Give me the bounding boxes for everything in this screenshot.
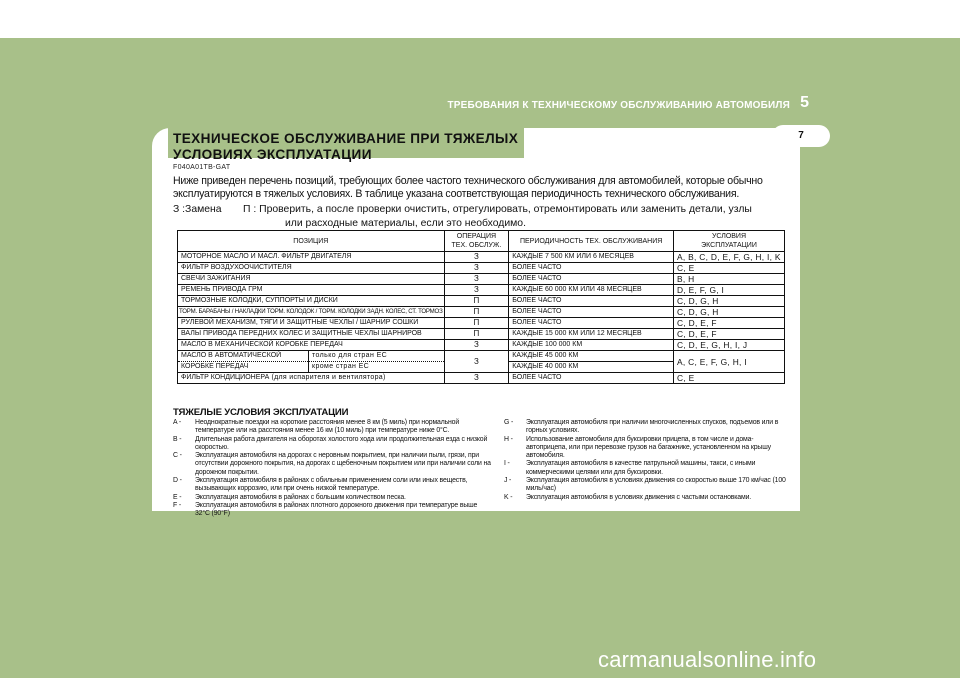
cell-position: ТОРМОЗНЫЕ КОЛОДКИ, СУППОРТЫ И ДИСКИ xyxy=(178,296,445,307)
chapter-title: ТРЕБОВАНИЯ К ТЕХНИЧЕСКОМУ ОБСЛУЖИВАНИЮ АВТОМОБИЛЯ xyxy=(447,100,790,111)
cell-operation: З xyxy=(444,285,509,296)
cell-position: МОТОРНОЕ МАСЛО И МАСЛ. ФИЛЬТР ДВИГАТЕЛЯ xyxy=(178,252,445,263)
page-title-line2: УСЛОВИЯХ ЭКСПЛУАТАЦИИ xyxy=(173,147,372,162)
cell-operation: З xyxy=(444,340,509,351)
header-position: ПОЗИЦИЯ xyxy=(178,231,445,252)
at-position-line1: МАСЛО В АВТОМАТИЧЕСКОЙ xyxy=(178,351,309,362)
list-item-text: Неоднократные поездки на короткие расстояния менее 8 км (5 миль) при нормальной температуре или на расстояния менее 16 км (10 миль) при температуре ниже 0°С. xyxy=(195,419,460,435)
cell-conditions: C, D, G, H xyxy=(674,307,785,318)
table-header-row xyxy=(178,231,785,252)
cell-operation: З xyxy=(444,373,509,384)
cell-interval: КАЖДЫЕ 40 000 КМ xyxy=(509,362,674,373)
cell-conditions: C, E xyxy=(674,263,785,274)
list-item xyxy=(173,502,491,519)
at-position-line2: КОРОБКЕ ПЕРЕДАЧ xyxy=(178,362,309,373)
table-row xyxy=(178,329,785,340)
header-operation-line1: ОПЕРАЦИЯ xyxy=(456,233,497,240)
cell-conditions: C, D, G, H xyxy=(674,296,785,307)
page-title xyxy=(173,131,533,163)
cell-conditions: C, D, E, G, H, I, J xyxy=(674,340,785,351)
list-item-text: Эксплуатация автомобиля в качестве патрульной машины, такси, с иными коммерческими целями или для буксировки. xyxy=(526,460,756,476)
cell-position-note: (для испарителя и вентилятора) xyxy=(269,374,386,381)
document-code: F040A01TB-GAT xyxy=(173,164,231,171)
list-item-text: Длительная работа двигателя на оборотах холостого хода или продолжительная езда с низкой скоростью. xyxy=(195,435,488,451)
list-item xyxy=(504,460,789,477)
header-conditions xyxy=(674,231,785,252)
cell-position: СВЕЧИ ЗАЖИГАНИЯ xyxy=(178,274,445,285)
list-item xyxy=(504,494,789,502)
list-item-text: Использование автомобиля для буксировки прицепа, в том числе и дома-автоприцепа, или при перевозке грузов на багажнике, установленном на крышу автомобиля. xyxy=(526,435,771,460)
cell-position: ТОРМ. БАРАБАНЫ / НАКЛАДКИ ТОРМ. КОЛОДОК / ТОРМ. КОЛОДКИ ЗАДН. КОЛЕС, СТ. ТОРМОЗ xyxy=(178,307,445,318)
cell-position: РЕМЕНЬ ПРИВОДА ГРМ xyxy=(178,285,445,296)
cell-position: ВАЛЫ ПРИВОДА ПЕРЕДНИХ КОЛЕС И ЗАЩИТНЫЕ ЧЕХЛЫ ШАРНИРОВ xyxy=(178,329,445,340)
cell-operation: П xyxy=(444,296,509,307)
list-item-key: D - xyxy=(173,477,182,485)
cell-interval: БОЛЕЕ ЧАСТО xyxy=(509,263,674,274)
cell-operation: З xyxy=(444,351,509,373)
cell-operation: П xyxy=(444,329,509,340)
table-row xyxy=(178,318,785,329)
header-conditions-line2: ЭКСПЛУАТАЦИИ xyxy=(701,242,757,249)
page-number: 7 xyxy=(772,125,830,147)
conditions-list-right xyxy=(504,419,789,502)
watermark-link[interactable]: carmanualsonline.info xyxy=(598,647,817,672)
cell-interval: БОЛЕЕ ЧАСТО xyxy=(509,307,674,318)
cell-position: МАСЛО В МЕХАНИЧЕСКОЙ КОРОБКЕ ПЕРЕДАЧ xyxy=(178,340,445,351)
cell-conditions: D, E, F, G, I xyxy=(674,285,785,296)
table-row xyxy=(178,373,785,384)
table-row xyxy=(178,340,785,351)
list-item-text: Эксплуатация автомобиля на дорогах с неровным покрытием, при наличии пыли, грязи, при отсутствии дорожного покрытия, на дорогах с щебеночным покрытием или при наличии соли на дорожном покрытии. xyxy=(195,452,491,476)
list-item xyxy=(173,419,491,436)
list-item xyxy=(173,477,491,494)
cell-interval: КАЖДЫЕ 15 000 КМ ИЛИ 12 МЕСЯЦЕВ xyxy=(509,329,674,340)
legend-inspect: П : Проверить, а после проверки очистить, отрегулировать, отремонтировать или заменить детали, узлы xyxy=(243,204,752,215)
list-item-text: Эксплуатация автомобиля при наличии многочисленных спусков, подъемов или в горных условиях. xyxy=(526,419,779,435)
list-item-text: Эксплуатация автомобиля в районах плотного дорожного движения при температуре выше 32°С (90°F) xyxy=(195,501,478,518)
legend-line-1 xyxy=(173,204,752,215)
table-row xyxy=(178,263,785,274)
legend-line-2: или расходные материалы, если это необходимо. xyxy=(285,218,526,229)
cell-position-at xyxy=(178,351,445,373)
header-operation-line2: ТЕХ. ОБСЛУЖ. xyxy=(451,242,502,249)
list-item-text: Эксплуатация автомобиля в условиях движения с частыми остановками. xyxy=(526,493,752,501)
list-item-key: F - xyxy=(173,501,181,509)
list-item-key: C - xyxy=(173,452,182,460)
cell-interval: КАЖДЫЕ 100 000 КМ xyxy=(509,340,674,351)
conditions-list-left xyxy=(173,419,491,519)
list-item-text: Эксплуатация автомобиля в районах с большим количеством песка. xyxy=(195,493,406,501)
list-item-key: B - xyxy=(173,435,182,443)
cell-interval: БОЛЕЕ ЧАСТО xyxy=(509,274,674,285)
list-item-key: H - xyxy=(504,435,513,443)
list-item-text: Эксплуатация автомобиля в районах с обильным применением соли или иных веществ, вызывающих коррозию, или при очень низкой температуре. xyxy=(195,477,468,493)
table-row-at xyxy=(178,351,785,362)
header-conditions-line1: УСЛОВИЯ xyxy=(711,233,747,240)
cell-conditions: C, D, E, F xyxy=(674,318,785,329)
table-row xyxy=(178,296,785,307)
list-item xyxy=(504,436,789,461)
cell-interval: БОЛЕЕ ЧАСТО xyxy=(509,318,674,329)
list-item-key: K - xyxy=(504,493,513,501)
header-interval: ПЕРИОДИЧНОСТЬ ТЕХ. ОБСЛУЖИВАНИЯ xyxy=(509,231,674,252)
cell-conditions: C, D, E, F xyxy=(674,329,785,340)
table-row xyxy=(178,274,785,285)
cell-operation: З xyxy=(444,252,509,263)
intro-text: Ниже приведен перечень позиций, требующих более частого технического обслуживания для автомобилей, которые обычно эксплуатируются в тяжелых условиях. В таблице указана соответствующая периодичность технического обслуживания. xyxy=(173,175,763,200)
cell-position: ФИЛЬТР ВОЗДУХООЧИСТИТЕЛЯ xyxy=(178,263,445,274)
cell-position-main: ФИЛЬТР КОНДИЦИОНЕРА xyxy=(181,374,270,381)
cell-operation: З xyxy=(444,263,509,274)
list-item-key: E - xyxy=(173,493,182,501)
list-item-key: G - xyxy=(504,419,514,426)
table-row xyxy=(178,285,785,296)
list-item xyxy=(173,494,491,502)
list-item xyxy=(504,419,789,436)
list-item xyxy=(173,436,491,453)
at-sub-eu: только для стран ЕС xyxy=(309,351,444,362)
header-operation xyxy=(444,231,509,252)
chapter-number: 5 xyxy=(800,94,809,111)
list-item xyxy=(504,477,789,494)
cell-conditions: A, C, E, F, G, H, I xyxy=(674,351,785,373)
cell-interval: БОЛЕЕ ЧАСТО xyxy=(509,296,674,307)
table-row xyxy=(178,307,785,318)
table-row xyxy=(178,252,785,263)
list-item-key: A - xyxy=(173,419,181,426)
cell-conditions: C, E xyxy=(674,373,785,384)
legend-replace: З :Замена xyxy=(173,204,222,215)
page-title-line1: ТЕХНИЧЕСКОЕ ОБСЛУЖИВАНИЕ ПРИ ТЯЖЕЛЫХ xyxy=(173,131,519,146)
list-item-text: Эксплуатация автомобиля в условиях движения со скоростью выше 170 км/час (100 миль/час) xyxy=(526,477,786,493)
cell-conditions: A, B, C, D, E, F, G, H, I, K xyxy=(674,252,785,263)
cell-position: РУЛЕВОЙ МЕХАНИЗМ, ТЯГИ И ЗАЩИТНЫЕ ЧЕХЛЫ / ШАРНИР СОШКИ xyxy=(178,318,445,329)
cell-interval: КАЖДЫЕ 7 500 КМ ИЛИ 6 МЕСЯЦЕВ xyxy=(509,252,674,263)
at-sub-non-eu: кроме стран ЕС xyxy=(312,363,370,370)
cell-interval: БОЛЕЕ ЧАСТО xyxy=(509,373,674,384)
cell-operation: П xyxy=(444,318,509,329)
list-item-key: J - xyxy=(504,477,512,485)
conditions-title: ТЯЖЕЛЫЕ УСЛОВИЯ ЭКСПЛУАТАЦИИ xyxy=(173,407,349,418)
cell-conditions: B, H xyxy=(674,274,785,285)
cell-interval: КАЖДЫЕ 45 000 КМ xyxy=(509,351,674,362)
list-item xyxy=(173,452,491,477)
list-item-key: I - xyxy=(504,460,510,468)
cell-interval: КАЖДЫЕ 60 000 КМ ИЛИ 48 МЕСЯЦЕВ xyxy=(509,285,674,296)
cell-position xyxy=(178,373,445,384)
maintenance-table xyxy=(177,230,785,384)
cell-operation: З xyxy=(444,274,509,285)
cell-operation: П xyxy=(444,307,509,318)
